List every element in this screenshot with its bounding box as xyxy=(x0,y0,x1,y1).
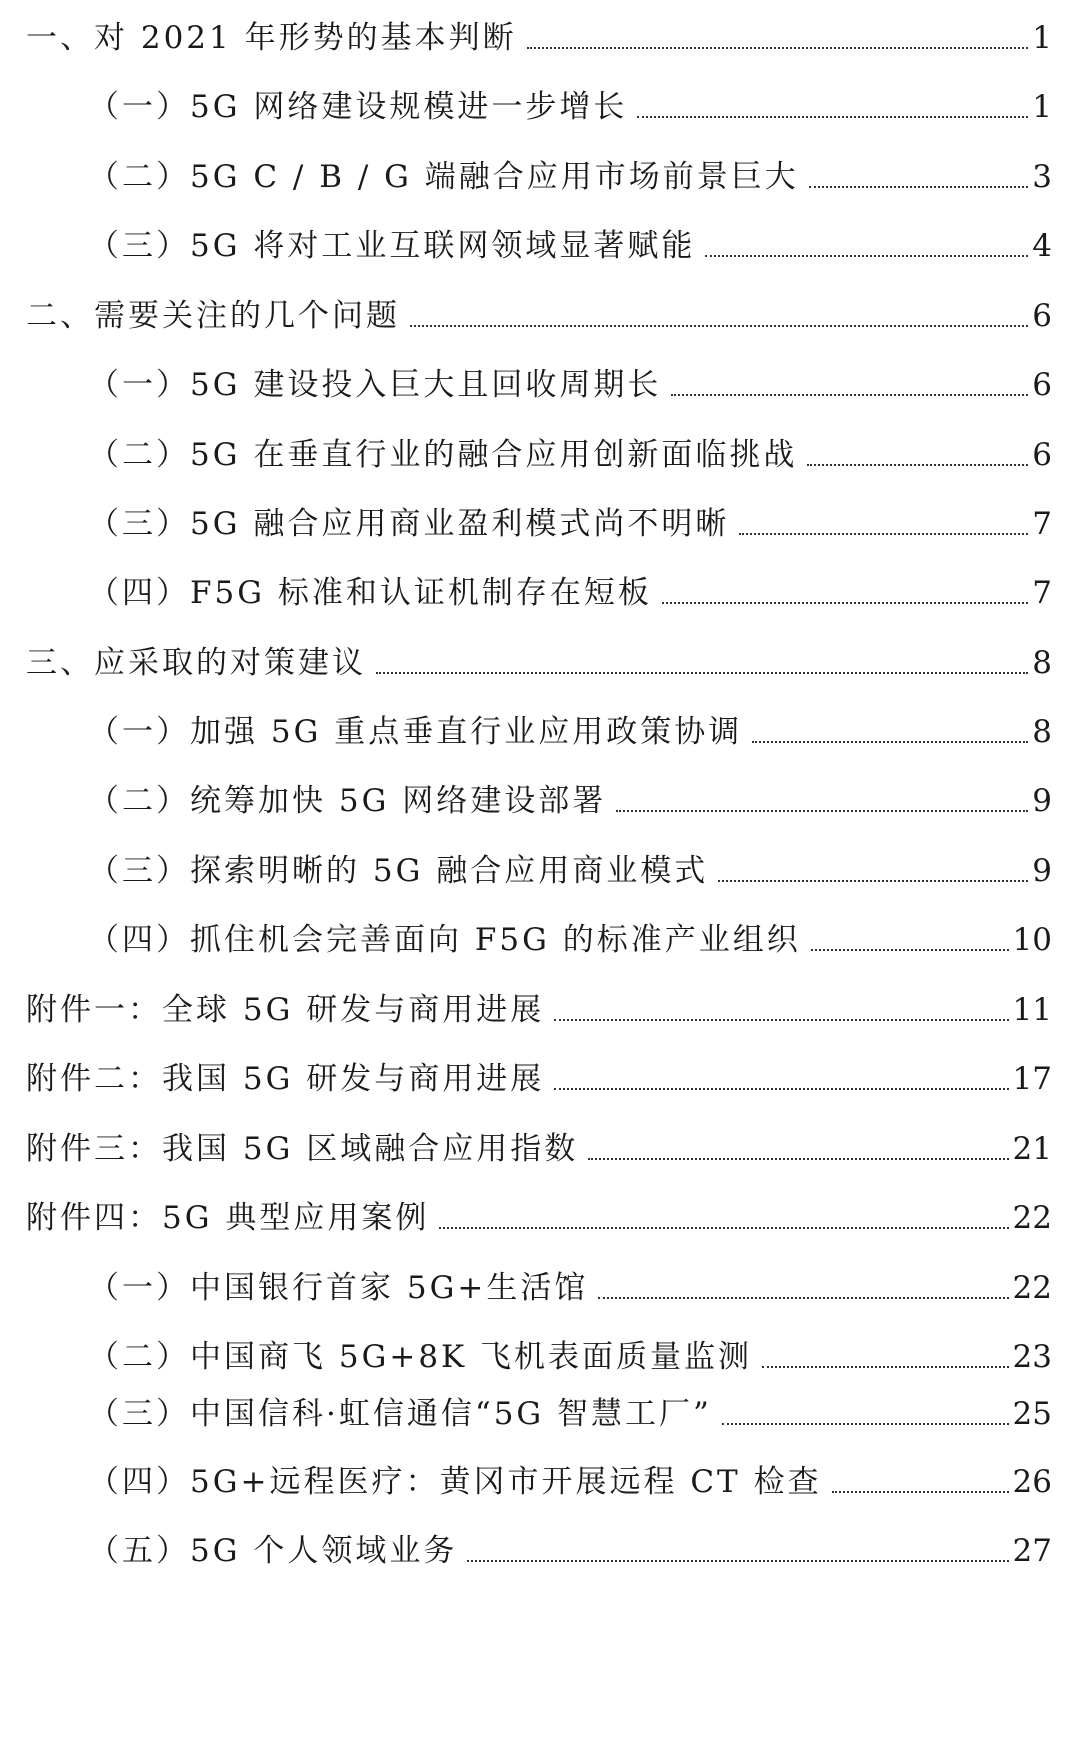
toc-entry-page-number: 21 xyxy=(1012,1131,1052,1167)
toc-entry-page-number: 8 xyxy=(1032,645,1052,681)
toc-entry-title: 附件二：我国 5G 研发与商用进展 xyxy=(26,1061,545,1097)
dot-leader xyxy=(811,949,1009,951)
toc-entry-page-number: 6 xyxy=(1032,298,1052,334)
toc-entry-page-number: 7 xyxy=(1032,506,1052,542)
dot-leader xyxy=(662,602,1028,604)
toc-entry xyxy=(0,1452,1080,1502)
dot-leader xyxy=(554,1019,1008,1021)
toc-entry xyxy=(0,1384,1080,1434)
toc-entry xyxy=(0,216,1080,266)
toc-entry xyxy=(0,425,1080,475)
toc-entry xyxy=(0,1119,1080,1169)
dot-leader xyxy=(527,47,1029,49)
dot-leader xyxy=(739,533,1028,535)
dot-leader xyxy=(376,672,1028,674)
toc-entry-title: 附件四：5G 典型应用案例 xyxy=(26,1200,430,1236)
toc-entry-title: （四）抓住机会完善面向 F5G 的标准产业组织 xyxy=(88,922,801,958)
toc-entry-title: （一）加强 5G 重点垂直行业应用政策协调 xyxy=(88,714,743,750)
dot-leader xyxy=(807,464,1028,466)
dot-leader xyxy=(467,1560,1008,1562)
dot-leader xyxy=(439,1227,1008,1229)
toc-entry-page-number: 7 xyxy=(1032,575,1052,611)
toc-entry-page-number: 3 xyxy=(1032,159,1052,195)
toc-entry-title: （一）5G 建设投入巨大且回收周期长 xyxy=(88,367,662,403)
toc-entry xyxy=(0,1188,1080,1238)
toc-entry-page-number: 4 xyxy=(1032,228,1052,264)
toc-entry-page-number: 8 xyxy=(1032,714,1052,750)
toc-entry-page-number: 17 xyxy=(1012,1061,1052,1097)
toc-entry xyxy=(0,910,1080,960)
toc-entry-title: （三）5G 将对工业互联网领域显著赋能 xyxy=(88,228,696,264)
toc-entry xyxy=(0,1049,1080,1099)
toc-entry xyxy=(0,1327,1080,1377)
toc-entry-title: （五）5G 个人领域业务 xyxy=(88,1533,458,1569)
dot-leader xyxy=(554,1088,1008,1090)
toc-entry xyxy=(0,980,1080,1030)
toc-entry-title: （四）F5G 标准和认证机制存在短板 xyxy=(88,575,652,611)
dot-leader xyxy=(616,810,1028,812)
toc-entry xyxy=(0,286,1080,336)
toc-entry-title: （三）探索明晰的 5G 融合应用商业模式 xyxy=(88,853,709,889)
dot-leader xyxy=(718,880,1028,882)
toc-entry xyxy=(0,494,1080,544)
dot-leader xyxy=(809,186,1029,188)
dot-leader xyxy=(832,1491,1009,1493)
toc-entry-title: （二）中国商飞 5G+8K 飞机表面质量监测 xyxy=(88,1339,753,1375)
dot-leader xyxy=(762,1366,1008,1368)
toc-entry-title: （一）5G 网络建设规模进一步增长 xyxy=(88,89,628,125)
toc-entry-page-number: 26 xyxy=(1012,1464,1052,1500)
toc-entry xyxy=(0,563,1080,613)
toc-entry-title: （一）中国银行首家 5G+生活馆 xyxy=(88,1270,589,1306)
toc-entry-page-number: 1 xyxy=(1032,89,1052,125)
dot-leader xyxy=(722,1423,1009,1425)
toc-entry xyxy=(0,77,1080,127)
dot-leader xyxy=(705,255,1028,257)
toc-entry-title: 附件三：我国 5G 区域融合应用指数 xyxy=(26,1131,579,1167)
toc-entry xyxy=(0,355,1080,405)
toc-entry xyxy=(0,8,1080,58)
toc-entry xyxy=(0,771,1080,821)
toc-entry xyxy=(0,1258,1080,1308)
toc-entry-title: （二）5G 在垂直行业的融合应用创新面临挑战 xyxy=(88,437,798,473)
toc-entry-title: 二、需要关注的几个问题 xyxy=(26,298,400,334)
dot-leader xyxy=(671,394,1028,396)
toc-entry-page-number: 10 xyxy=(1012,922,1052,958)
toc-entry-page-number: 25 xyxy=(1012,1396,1052,1432)
toc-entry-page-number: 22 xyxy=(1012,1200,1052,1236)
toc-entry xyxy=(0,1521,1080,1571)
toc-entry-page-number: 9 xyxy=(1032,783,1052,819)
toc-entry-page-number: 22 xyxy=(1012,1270,1052,1306)
toc-entry-page-number: 1 xyxy=(1032,20,1052,56)
dot-leader xyxy=(598,1297,1008,1299)
toc-entry-title: 附件一：全球 5G 研发与商用进展 xyxy=(26,992,545,1028)
dot-leader xyxy=(588,1158,1008,1160)
dot-leader xyxy=(752,741,1028,743)
toc-entry-title: （三）5G 融合应用商业盈利模式尚不明晰 xyxy=(88,506,730,542)
toc-entry-title: 三、应采取的对策建议 xyxy=(26,645,366,681)
toc-entry-title: （三）中国信科·虹信通信“5G 智慧工厂” xyxy=(88,1396,712,1432)
toc-entry-page-number: 11 xyxy=(1012,992,1052,1028)
toc-entry-page-number: 27 xyxy=(1012,1533,1052,1569)
toc-entry xyxy=(0,633,1080,683)
toc-entry-title: （四）5G+远程医疗：黄冈市开展远程 CT 检查 xyxy=(88,1464,822,1500)
toc-entry-title: （二）统筹加快 5G 网络建设部署 xyxy=(88,783,607,819)
toc-entry-page-number: 6 xyxy=(1032,437,1052,473)
toc-entry-page-number: 9 xyxy=(1032,853,1052,889)
toc-entry-page-number: 6 xyxy=(1032,367,1052,403)
dot-leader xyxy=(410,325,1028,327)
toc-entry-page-number: 23 xyxy=(1012,1339,1052,1375)
toc-entry-title: （二）5G C / B / G 端融合应用市场前景巨大 xyxy=(88,159,799,195)
toc-entry xyxy=(0,147,1080,197)
toc-entry xyxy=(0,841,1080,891)
dot-leader xyxy=(637,116,1028,118)
toc-entry xyxy=(0,702,1080,752)
toc-entry-title: 一、对 2021 年形势的基本判断 xyxy=(26,20,517,56)
